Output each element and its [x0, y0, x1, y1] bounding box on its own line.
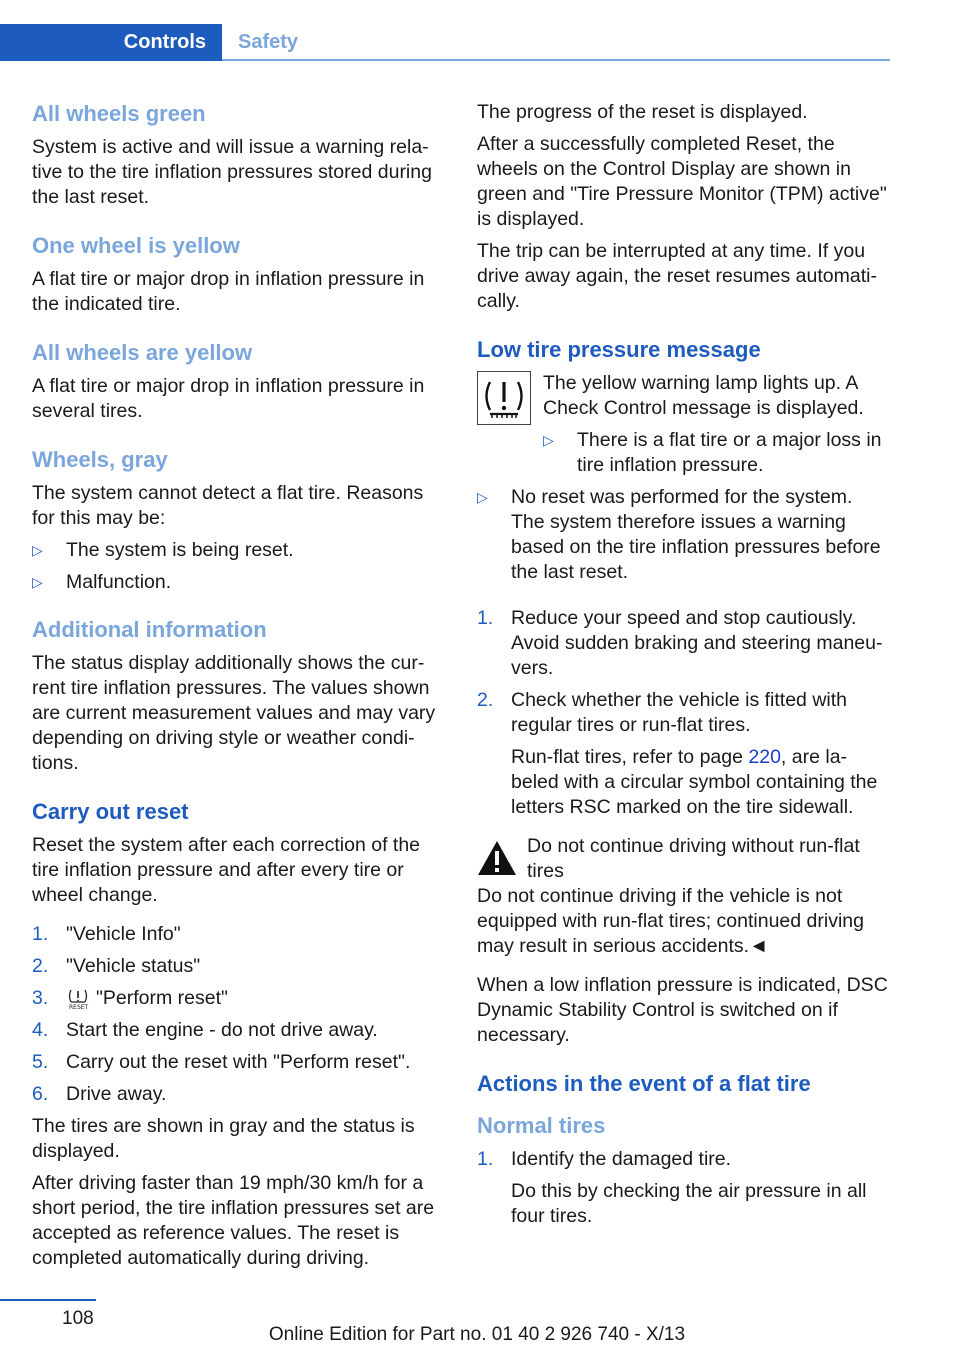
heading-one-wheel-yellow: One wheel is yellow [32, 233, 240, 258]
footer-edition: Online Edition for Part no. 01 40 2 926 740 - X/13 [268, 1324, 686, 1345]
heading-low-tire-pressure: Low tire pressure message [477, 337, 761, 362]
page-link[interactable]: 220 [748, 746, 781, 768]
heading-all-wheels-yellow: All wheels are yellow [32, 340, 253, 365]
paragraph: Do this by checking the air pressure in all four tires. [511, 1180, 867, 1227]
paragraph: When a low inflation pressure is indicated, DSC Dynamic Stability Control is switched on if necessary. [477, 974, 888, 1046]
list-item: ▷ No reset was performed for the system. The system therefore issues a warning based on the tire inflation pressures before the last reset. [477, 486, 881, 583]
list-item: ▷ There is a flat tire or a major loss in tire inflation pressure. [543, 429, 882, 476]
warning-lamp-block [477, 371, 891, 478]
page-number: 108 [62, 1308, 94, 1329]
runflat-paragraph: Run-flat tires, refer to page 220, are la-beled with a circular symbol containing the letters RSC marked on the tire sidewall. [511, 746, 878, 818]
paragraph: Reset the system after each correction of the tire inflation pressure and after every tire or wheel change. [32, 834, 421, 906]
list-item: 3. RESET "Perform reset" [32, 987, 228, 1010]
triangle-bullet-icon: ▷ [543, 432, 554, 448]
paragraph: After driving faster than 19 mph/30 km/h for a short period, the tire inflation pressures set are accepted as reference values. The reset is completed automatically during driving. [32, 1172, 435, 1269]
list-item: 6. Drive away. [32, 1083, 167, 1105]
flat-tire-steps [477, 1147, 891, 1172]
list-item: ▷ The system is being reset. [32, 539, 294, 561]
heading-flat-tire-actions: Actions in the event of a flat tire [477, 1071, 811, 1096]
list-item: 5. Carry out the reset with "Perform reset". [32, 1051, 411, 1073]
heading-normal-tires: Normal tires [477, 1113, 606, 1138]
paragraph: The system cannot detect a flat tire. Reasons for this may be: [32, 482, 424, 529]
heading-all-wheels-green: All wheels green [32, 101, 206, 126]
reset-steps [32, 922, 446, 1107]
footer-rule [0, 1299, 96, 1301]
tab-safety[interactable]: Safety [238, 31, 299, 53]
heading-wheels-gray: Wheels, gray [32, 447, 168, 472]
warning-triangle-icon [477, 840, 517, 876]
tire-pressure-warning-icon [477, 371, 531, 425]
stop-steps [477, 606, 891, 738]
svg-text:RESET: RESET [69, 1003, 89, 1010]
header-rule [222, 59, 890, 61]
triangle-bullet-icon: ▷ [32, 574, 43, 590]
heading-carry-out-reset: Carry out reset [32, 799, 189, 824]
paragraph: Do not continue driving if the vehicle is not equipped with run-flat tires; continued driving may result in serious accidents.◄ [477, 885, 864, 957]
tpm-reset-icon [66, 988, 90, 1010]
paragraph: A flat tire or major drop in inflation pressure in the indicated tire. [32, 268, 425, 315]
caution-block [477, 834, 891, 884]
paragraph: The status display additionally shows the cur-rent tire inflation pressures. The values shown are current measurement values and may vary depending on driving style or weather condi-tions. [32, 652, 436, 774]
paragraph: The tires are shown in gray and the status is displayed. [32, 1115, 415, 1162]
tab-controls[interactable] [0, 24, 222, 61]
list-item: 1. "Vehicle Info" [32, 923, 181, 945]
triangle-bullet-icon: ▷ [32, 542, 43, 558]
bullet-list [543, 428, 891, 478]
list-item: 2. Check whether the vehicle is fitted with regular tires or run-flat tires. [477, 689, 847, 736]
list-item: 1. Identify the damaged tire. [477, 1148, 732, 1170]
paragraph: After a successfully completed Reset, the wheels on the Control Display are shown in green and "Tire Pressure Monitor (TPM) active" is displayed. [477, 133, 887, 230]
paragraph: The progress of the reset is displayed. [477, 101, 808, 123]
paragraph: The yellow warning lamp lights up. A Check Control message is displayed. [543, 372, 864, 419]
left-column [32, 100, 446, 1271]
caution-title: Do not continue driving without run-flat tires [527, 835, 860, 882]
tab-controls-label: Controls [123, 31, 206, 53]
list-item: ▷ Malfunction. [32, 571, 172, 593]
triangle-bullet-icon: ▷ [477, 489, 488, 505]
paragraph: A flat tire or major drop in inflation pressure in several tires. [32, 375, 425, 422]
bullet-list [32, 538, 446, 595]
bullet-list [477, 485, 891, 585]
right-column [477, 100, 891, 1229]
list-item: 2. "Vehicle status" [32, 955, 201, 977]
list-item: 1. Reduce your speed and stop cautiously. Avoid sudden braking and steering maneu-vers. [477, 607, 883, 679]
list-item: 4. Start the engine - do not drive away. [32, 1019, 378, 1041]
header-bar [0, 0, 954, 62]
paragraph: The trip can be interrupted at any time. If you drive away again, the reset resumes automati-cally. [477, 240, 877, 312]
paragraph: System is active and will issue a warning rela-tive to the tire inflation pressures stored during the last reset. [32, 136, 432, 208]
heading-additional-information: Additional information [32, 617, 267, 642]
